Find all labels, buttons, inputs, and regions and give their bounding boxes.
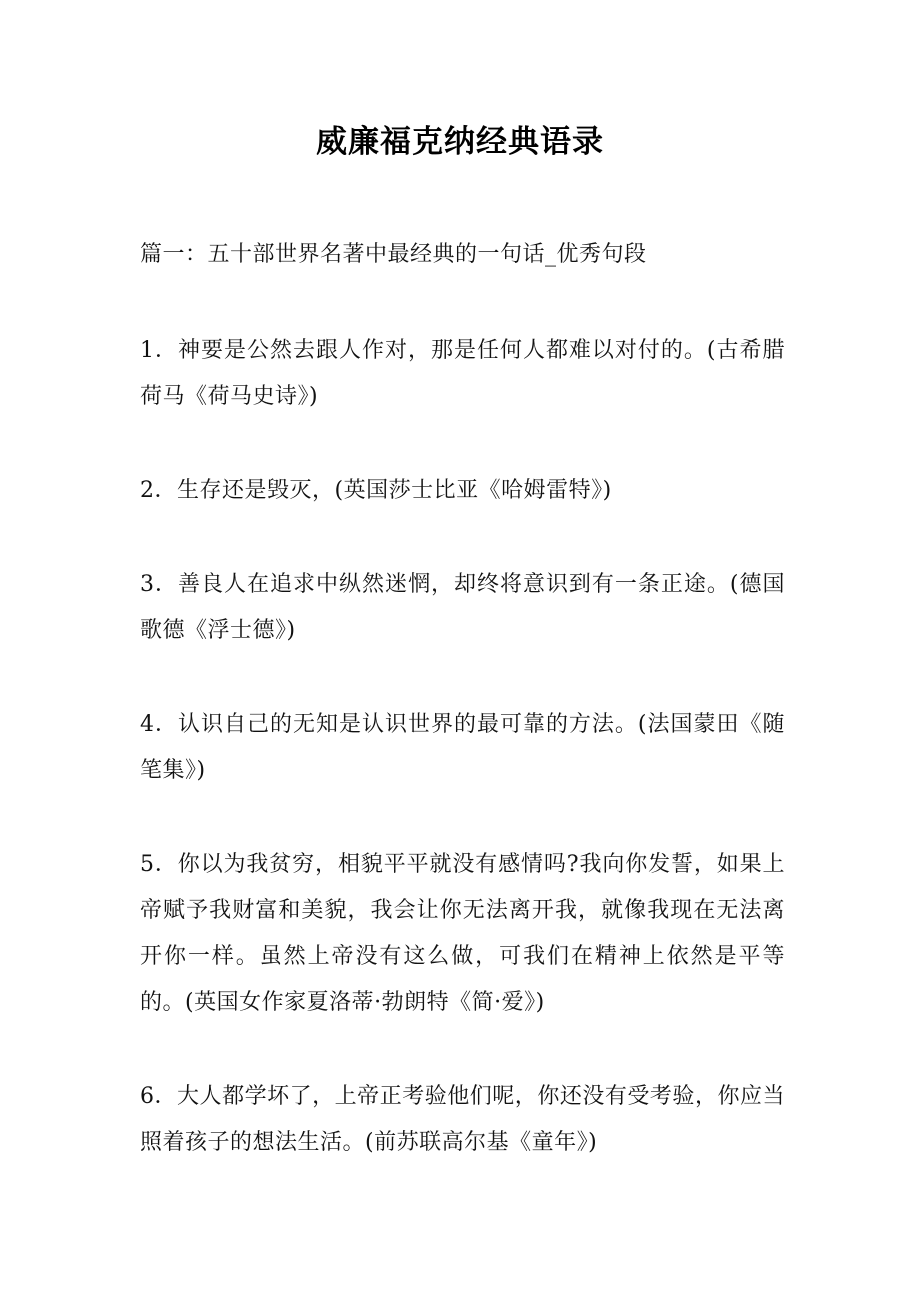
document-body	[140, 232, 785, 1214]
quote-paragraph-3: 3．善良人在追求中纵然迷惘，却终将意识到有一条正途。(德国歌德《浮士德》)	[140, 572, 785, 643]
quote-paragraph-4: 4．认识自己的无知是认识世界的最可靠的方法。(法国蒙田《随笔集》)	[140, 712, 785, 783]
quote-paragraph-5: 5．你以为我贫穷，相貌平平就没有感情吗?我向你发誓，如果上帝赋予我财富和美貌，我会让你无法离开我，就像我现在无法离开你一样。虽然上帝没有这么做，可我们在精神上依然是平等的。(英国女作家夏洛蒂·勃朗特《简·爱》)	[140, 852, 785, 1015]
quote-paragraph-1: 1．神要是公然去跟人作对，那是任何人都难以对付的。(古希腊荷马《荷马史诗》)	[140, 338, 785, 409]
section-heading: 篇一：五十部世界名著中最经典的一句话_优秀句段	[140, 242, 647, 267]
page-title: 威廉福克纳经典语录	[316, 124, 604, 160]
quote-paragraph-2: 2．生存还是毁灭，(英国莎士比亚《哈姆雷特》)	[140, 478, 612, 503]
quote-paragraph-6: 6．大人都学坏了，上帝正考验他们呢，你还没有受考验，你应当照着孩子的想法生活。(前苏联高尔基《童年》)	[140, 1084, 785, 1155]
